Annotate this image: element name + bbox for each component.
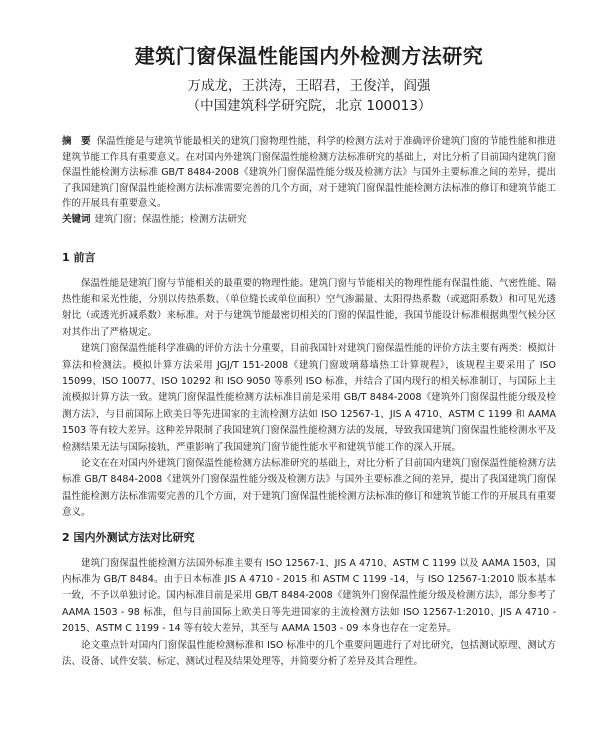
keywords (62, 212, 556, 228)
abstract-label: 摘 要 (62, 136, 91, 147)
author-list: 万成龙，王洪涛，王昭君，王俊洋，阎强 (187, 78, 431, 94)
keywords-text: 建筑门窗；保温性能；检测方法研究 (94, 213, 247, 225)
keywords-label: 关键词 (62, 213, 91, 225)
abstract (62, 134, 556, 212)
paper-title: 建筑门窗保温性能国内外检测方法研究 (134, 44, 484, 68)
section-heading-intro: 1 前言 (62, 250, 96, 264)
intro-paragraph: 建筑门窗保温性能科学准确的评价方法十分重要，目前我国针对建筑门窗保温性能的评价方法主要有两类：模拟计算法和检测法。模拟计算方法采用 JGJ/T 151-2008《建筑门窗玻璃幕墙热工计算规程》，该规程主要采用了 ISO 15099、ISO 10077、ISO 10292 和 ISO 9050 等系列 ISO 标准，并结合了国内现行的相关标准制订，与国际上主流模拟计算方法一致。建筑门窗保温性能检测方法标准目前是采用 GB/T 8484-2008《建筑外门窗保温性能分级及检测方法》，与目前国际上欧美日等先进国家的主流检测方法如 ISO 12567-1、JIS A 4710、ASTM C 1199 和 AAMA 1503 等有较大差异。这种差异限制了我国建筑门窗保温性能检测方法的发展，导致我国建筑门窗保温性能检测水平及检测结果无法与国际接轨，严重影响了我国建筑门窗节能性能水平和建筑节能工作的深入开展。 (62, 343, 557, 453)
intro-paragraph: 保温性能是建筑门窗与节能相关的最重要的物理性能。建筑门窗与节能相关的物理性能有保温性能、气密性能、隔热性能和采光性能，分别以传热系数、（单位缝长或单位面积）空气渗漏量、太阳得热系数（或遮阳系数）和可见光透射比（或透光折减系数）来标准。对于与建筑节能最密切相关的门窗的保温性能，我国节能设计标准根据典型气候分区对其作出了严格规定。 (62, 277, 557, 338)
abstract-text: 保温性能是与建筑节能最相关的建筑门窗物理性能，科学的检测方法对于准确评价建筑门窗的节能性能和推进建筑节能工作具有重要意义。在对国内外建筑门窗保温性能检测方法标准研究的基础上，对比分析了目前国内建筑门窗保温性能检测方法标准 GB/T 8484-2008《建筑外门窗保温性能分级及检测方法》与国外主要标准之间的差异，提出了我国建筑门窗保温性能检测方法标准需要完善的几个方面，对于建筑门窗保温性能检测方法标准的修订和建筑节能工作的开展具有重要意义。 (62, 136, 557, 210)
intro-paragraph: 论文在在对国内外建筑门窗保温性能检测方法标准研究的基础上，对比分析了目前国内建筑门窗保温性能检测方法标准 GB/T 8484-2008《建筑外门窗保温性能分级及检测方法》与国外主要标准之间的差异，提出了我国建筑门窗保温性能检测方法标准需要完善的几个方面，对于建筑门窗保温性能检测方法标准的修订和建筑节能工作的开展具有重要意义。 (62, 458, 557, 519)
comparison-paragraph: 论文重点针对国内门窗保温性能检测标准和 ISO 标准中的几个重要问题进行了对比研究，包括测试原理、测试方法、设备、试件安装、标定、测试过程及结果处理等，并简要分析了差异及其合理性。 (62, 639, 556, 668)
comparison-paragraph: 建筑门窗保温性能检测方法国外标准主要有 ISO 12567-1、JIS A 4710、ASTM C 1199 以及 AAMA 1503，国内标准为 GB/T 8484。由于日本标准 JIS A 4710 - 2015 和 ASTM C 1199 -14，与 ISO 12567-1:2010 版本基本一致，不予以单独讨论。国内标准目前是采用 GB/T 8484-2008《建筑外门窗保温性能分级及检测方法》，部分参考了 AAMA 1503 - 98 标准，但与目前国际上欧美日等先进国家的主流检测方法如 ISO 12567-1:2010、JIS A 4710 - 2015、ASTM C 1199 - 14 等有较大差异，其至与 AAMA 1503 - 09 本身也存在一定差异。 (62, 557, 556, 635)
affiliation: （中国建筑科学研究院，北京 100013） (186, 98, 432, 114)
section-heading-comparison: 2 国内外测试方法对比研究 (62, 530, 195, 544)
